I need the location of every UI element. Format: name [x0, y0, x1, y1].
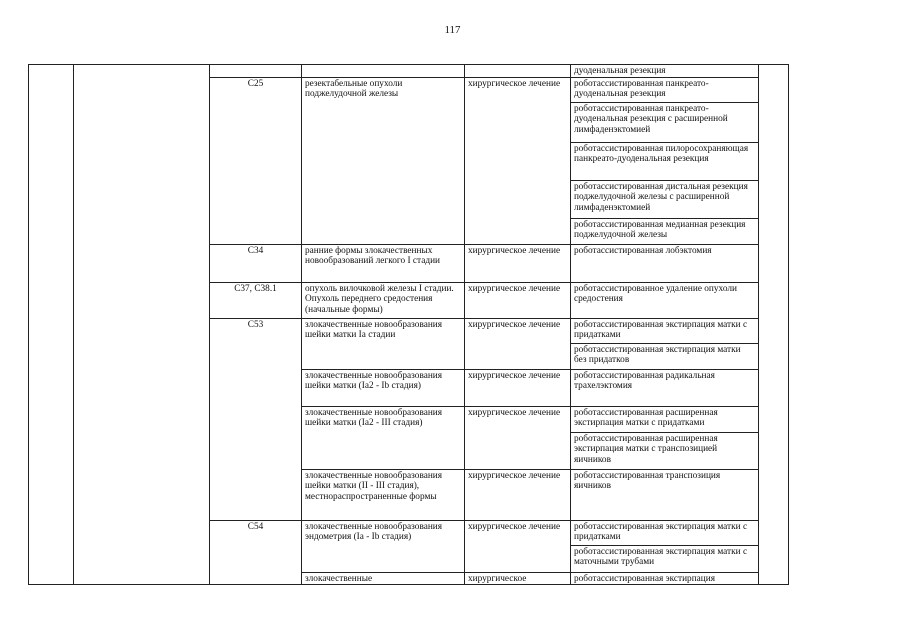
method-cell-text: роботассистированная экстирпация матки с маточными трубами: [574, 547, 748, 568]
col-group-cell: [74, 65, 210, 585]
treatment-cell-text: хирургическое лечение: [468, 284, 561, 294]
treatment-cell: [465, 78, 571, 245]
method-cell: [571, 521, 759, 546]
diagnosis-cell-text: резектабельные опухоли поджелудочной железы: [305, 79, 403, 100]
col-number-cell: [29, 65, 74, 585]
code-cell: [210, 78, 302, 245]
diagnosis-cell-text: злокачественные новообразования шейки матки (Ia2 - III стадия): [305, 408, 443, 429]
table-body: [29, 65, 789, 585]
col-norm-cell: [759, 65, 789, 585]
method-cell-text: роботассистированная экстирпация: [574, 574, 716, 584]
diagnosis-cell: [302, 470, 465, 521]
diagnosis-cell: [302, 78, 465, 245]
method-cell: [571, 433, 759, 470]
method-cell-text: роботассистированная экстирпация матки с придатками: [574, 522, 748, 543]
treatment-cell-text: хирургическое лечение: [468, 408, 561, 418]
treatment-cell: [465, 283, 571, 319]
method-cell: [571, 78, 759, 103]
treatment-cell: [465, 470, 571, 521]
code-cell-text: C25: [247, 79, 264, 89]
method-cell-text: роботассистированная медианная резекция поджелудочной железы: [574, 220, 746, 241]
code-cell-text: C34: [247, 246, 264, 256]
method-cell: [571, 283, 759, 319]
method-cell: [571, 407, 759, 433]
method-cell-text: дуоденальная резекция: [574, 66, 666, 76]
diagnosis-cell: [302, 65, 465, 78]
treatment-cell-text: хирургическое лечение: [468, 246, 561, 256]
method-cell: [571, 573, 759, 585]
diagnosis-cell-text: злокачественные новообразования шейки матки (II - III стадия), местнораспространенные формы: [305, 471, 443, 502]
method-cell: [571, 370, 759, 407]
method-cell: [571, 219, 759, 245]
diagnosis-cell-text: ранние формы злокачественных новообразований легкого I стадии: [305, 246, 441, 267]
treatment-cell-text: хирургическое лечение: [468, 79, 561, 89]
treatment-cell: [465, 319, 571, 370]
diagnosis-cell: [302, 370, 465, 407]
treatment-cell: [465, 65, 571, 78]
code-cell: [210, 65, 302, 78]
method-cell-text: роботассистированная панкреато-дуоденальная резекция с расширенной лимфаденэктомией: [574, 104, 728, 135]
method-cell-text: роботассистированная расширенная экстирпация матки с транспозицией яичников: [574, 434, 718, 465]
treatment-cell-text: хирургическое: [468, 574, 527, 584]
treatment-cell: [465, 521, 571, 573]
method-cell-text: роботассистированная расширенная экстирпация матки с придатками: [574, 408, 718, 429]
method-cell: [571, 344, 759, 370]
method-cell: [571, 546, 759, 573]
method-cell-text: роботассистированная лобэктомия: [574, 246, 712, 256]
diagnosis-cell-text: опухоль вилочковой железы I стадии. Опухоль переднего средостения (начальные формы): [305, 284, 454, 315]
diagnosis-cell: [302, 407, 465, 470]
diagnosis-cell: [302, 319, 465, 370]
method-cell: [571, 470, 759, 521]
code-cell-text: C37, C38.1: [234, 284, 277, 294]
treatment-cell-text: хирургическое лечение: [468, 522, 561, 532]
method-cell: [571, 181, 759, 219]
method-cell: [571, 103, 759, 143]
diagnosis-cell: [302, 245, 465, 283]
code-cell: [210, 283, 302, 319]
treatment-cell-text: хирургическое лечение: [468, 371, 561, 381]
diagnosis-cell-text: злокачественные новообразования шейки матки Ia стадии: [305, 320, 443, 341]
method-cell-text: роботассистированная транспозиция яичников: [574, 471, 721, 492]
diagnosis-cell-text: злокачественные: [305, 574, 373, 584]
method-cell-text: роботассистированная пилоросохраняющая панкреато-дуоденальная резекция: [574, 144, 749, 165]
method-cell-text: роботассистированная радикальная трахелэктомия: [574, 371, 715, 392]
treatment-cell: [465, 370, 571, 407]
code-cell-text: C53: [247, 320, 264, 330]
method-cell-text: роботассистированная экстирпация матки с придатками: [574, 320, 748, 341]
diagnosis-cell: [302, 283, 465, 319]
table-row: [29, 65, 789, 78]
treatment-cell-text: хирургическое лечение: [468, 471, 561, 481]
diagnosis-cell: [302, 521, 465, 573]
diagnosis-cell-text: злокачественные новообразования шейки матки (Ia2 - Ib стадия): [305, 371, 443, 392]
method-cell-text: роботассистированное удаление опухоли средостения: [574, 284, 737, 305]
diagnosis-cell: [302, 573, 465, 585]
treatment-cell: [465, 407, 571, 470]
code-cell-text: C54: [247, 522, 264, 532]
method-cell-text: роботассистированная панкреато-дуоденальная резекция: [574, 79, 709, 100]
method-cell-text: роботассистированная дистальная резекция поджелудочной железы с расширенной лимфаденэктомией: [574, 182, 748, 213]
code-cell: [210, 521, 302, 585]
treatment-cell-text: хирургическое лечение: [468, 320, 561, 330]
diagnosis-cell-text: злокачественные новообразования эндометрия (Ia - Ib стадия): [305, 522, 443, 543]
method-cell: [571, 245, 759, 283]
code-cell: [210, 319, 302, 521]
page-number: 117: [444, 24, 461, 36]
treatment-table: [28, 64, 789, 585]
method-cell: [571, 319, 759, 344]
method-cell: [571, 65, 759, 78]
treatment-cell: [465, 573, 571, 585]
code-cell: [210, 245, 302, 283]
method-cell: [571, 143, 759, 181]
method-cell-text: роботассистированная экстирпация матки без придатков: [574, 345, 741, 366]
treatment-cell: [465, 245, 571, 283]
